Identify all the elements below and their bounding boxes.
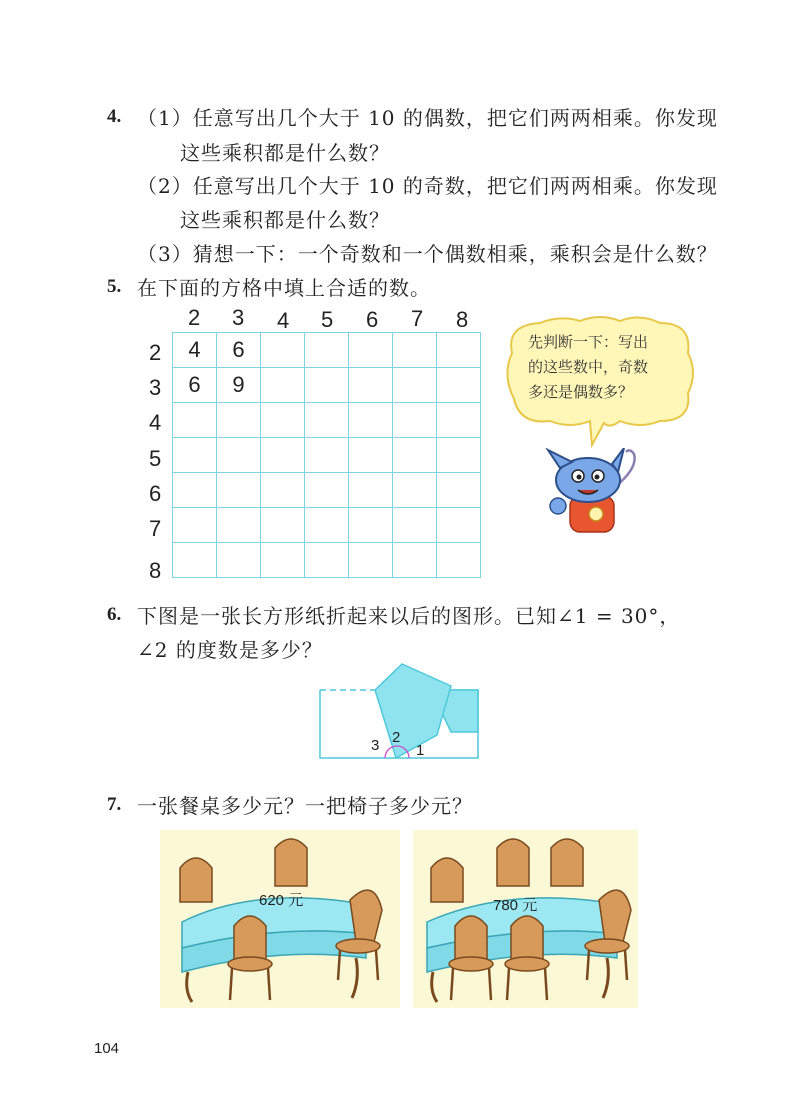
grid-cell[interactable]: 4 bbox=[173, 333, 217, 368]
q5-number: 5. bbox=[107, 276, 122, 297]
grid-cell[interactable] bbox=[173, 403, 217, 438]
grid-cell[interactable] bbox=[393, 368, 437, 403]
grid-cell[interactable] bbox=[173, 508, 217, 543]
q7-number: 7. bbox=[107, 794, 122, 815]
folded-paper-diagram bbox=[315, 660, 490, 760]
grid-cell[interactable] bbox=[261, 473, 305, 508]
row-header: 5 bbox=[149, 446, 162, 471]
grid-cell[interactable] bbox=[261, 333, 305, 368]
price-label-1: 620 元 bbox=[259, 892, 304, 909]
grid-cell[interactable] bbox=[349, 403, 393, 438]
grid-cell[interactable] bbox=[437, 543, 481, 578]
grid-cell[interactable] bbox=[217, 438, 261, 473]
grid-cell[interactable] bbox=[173, 438, 217, 473]
angle-label-2: 2 bbox=[392, 729, 401, 746]
q4-line1: （1）任意写出几个大于 10 的偶数，把它们两两相乘。你发现 bbox=[137, 106, 718, 130]
grid-cell[interactable] bbox=[393, 438, 437, 473]
grid-cell[interactable] bbox=[305, 403, 349, 438]
q6-line1: 下图是一张长方形纸折起来以后的图形。已知∠1 = 30°， bbox=[137, 604, 681, 628]
grid-cell[interactable] bbox=[217, 543, 261, 578]
grid-cell[interactable] bbox=[393, 508, 437, 543]
grid-cell[interactable] bbox=[393, 333, 437, 368]
bubble-line-3: 多还是偶数多？ bbox=[528, 383, 634, 401]
grid-cell[interactable] bbox=[437, 403, 481, 438]
col-header: 4 bbox=[277, 308, 290, 333]
grid-cell[interactable] bbox=[349, 438, 393, 473]
grid-cell[interactable] bbox=[217, 508, 261, 543]
grid-cell[interactable] bbox=[349, 333, 393, 368]
grid-cell[interactable] bbox=[305, 438, 349, 473]
angle-label-3: 3 bbox=[371, 737, 380, 754]
grid-row bbox=[173, 403, 481, 438]
col-header: 6 bbox=[366, 307, 379, 332]
col-header: 8 bbox=[456, 307, 469, 332]
grid-row bbox=[173, 333, 481, 368]
cartoon-cat-icon bbox=[538, 448, 648, 538]
grid-cell[interactable] bbox=[305, 473, 349, 508]
col-header: 3 bbox=[232, 305, 245, 330]
q4-number: 4. bbox=[107, 106, 122, 127]
grid-cell[interactable] bbox=[261, 543, 305, 578]
dining-set-image-1 bbox=[160, 830, 400, 1008]
grid-cell[interactable] bbox=[261, 508, 305, 543]
grid-cell[interactable] bbox=[349, 543, 393, 578]
grid-cell[interactable] bbox=[261, 403, 305, 438]
grid-cell[interactable] bbox=[261, 438, 305, 473]
row-header: 6 bbox=[149, 481, 162, 506]
page-number: 104 bbox=[94, 1040, 120, 1057]
grid-cell[interactable] bbox=[393, 403, 437, 438]
grid-cell[interactable] bbox=[393, 543, 437, 578]
grid-cell[interactable] bbox=[261, 368, 305, 403]
grid-cell[interactable] bbox=[217, 403, 261, 438]
col-header: 7 bbox=[411, 306, 424, 331]
price-label-2: 780 元 bbox=[493, 897, 538, 914]
row-header: 2 bbox=[149, 340, 162, 365]
grid-cell[interactable] bbox=[305, 543, 349, 578]
grid-cell[interactable] bbox=[173, 543, 217, 578]
q4-line4: 这些乘积都是什么数？ bbox=[180, 208, 390, 232]
grid-cell[interactable] bbox=[437, 333, 481, 368]
grid-cell[interactable]: 9 bbox=[217, 368, 261, 403]
grid-cell[interactable] bbox=[349, 508, 393, 543]
q5-text: 在下面的方格中填上合适的数。 bbox=[137, 276, 431, 300]
q4-line5: （3）猜想一下：一个奇数和一个偶数相乘，乘积会是什么数？ bbox=[137, 242, 718, 266]
grid-row bbox=[173, 473, 481, 508]
row-header: 3 bbox=[149, 375, 162, 400]
row-header: 8 bbox=[149, 558, 162, 583]
grid-cell[interactable]: 6 bbox=[173, 368, 217, 403]
grid-row bbox=[173, 543, 481, 578]
q6-number: 6. bbox=[107, 604, 122, 625]
row-header: 4 bbox=[149, 410, 162, 435]
multiplication-grid bbox=[172, 332, 481, 578]
q4-line3: （2）任意写出几个大于 10 的奇数，把它们两两相乘。你发现 bbox=[137, 174, 718, 198]
grid-row bbox=[173, 508, 481, 543]
col-header: 5 bbox=[321, 307, 334, 332]
grid-cell[interactable] bbox=[349, 473, 393, 508]
grid-cell[interactable] bbox=[305, 333, 349, 368]
grid-cell[interactable] bbox=[393, 473, 437, 508]
grid-cell[interactable] bbox=[437, 508, 481, 543]
grid-cell[interactable] bbox=[437, 438, 481, 473]
grid-cell[interactable] bbox=[305, 368, 349, 403]
grid-cell[interactable] bbox=[437, 368, 481, 403]
grid-cell[interactable] bbox=[349, 368, 393, 403]
q6-line2: ∠2 的度数是多少？ bbox=[137, 638, 323, 662]
bubble-line-2: 的这些数中，奇数 bbox=[528, 358, 649, 376]
q7-text: 一张餐桌多少元？一把椅子多少元？ bbox=[137, 794, 473, 818]
grid-row bbox=[173, 438, 481, 473]
grid-cell[interactable] bbox=[437, 473, 481, 508]
bubble-line-1: 先判断一下：写出 bbox=[528, 333, 649, 351]
grid-cell[interactable] bbox=[305, 508, 349, 543]
grid-cell[interactable]: 6 bbox=[217, 333, 261, 368]
grid-row bbox=[173, 368, 481, 403]
dining-set-image-2 bbox=[413, 830, 638, 1008]
grid-cell[interactable] bbox=[173, 473, 217, 508]
row-header: 7 bbox=[149, 516, 162, 541]
col-header: 2 bbox=[188, 305, 201, 330]
angle-label-1: 1 bbox=[416, 742, 425, 759]
q4-line2: 这些乘积都是什么数？ bbox=[180, 141, 390, 165]
grid-cell[interactable] bbox=[217, 473, 261, 508]
